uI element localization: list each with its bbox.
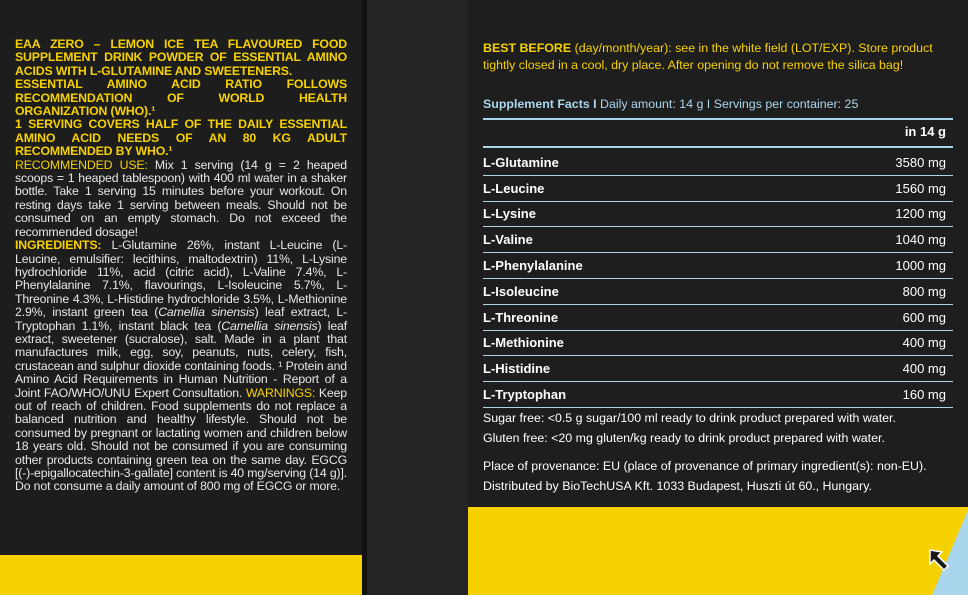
provenance-text: Place of provenance: EU (place of provenance of primary ingredient(s): non-EU). [483,459,927,473]
recommended-use-text: Mix 1 serving (14 g = 2 heaped scoops = 1 heaped tablespoon) with 400 ml water in a shaker bottle. Take 1 serving 15 minutes before your workout. On resting days take 1 serving between meals. Should not be consumed on an empty stomach. Do not exceed the recommended dosage! [15,157,348,239]
nutrient-amount: 160 mg [781,382,953,408]
provenance-block [483,456,958,496]
ingredients-text-2: ) leaf extract, L-Tryptophan 1.1%, instant black tea ( [15,305,347,333]
nutrient-name: L-Valine [483,227,781,253]
nutrient-amount: 400 mg [781,330,953,356]
ingredients-label: INGREDIENTS: [15,238,102,253]
amount-column-header: in 14 g [904,124,946,139]
supplement-facts-title [483,97,953,111]
supplement-facts-info: Daily amount: 14 g I Servings per container: 25 [596,97,859,111]
supplement-facts-table [483,150,953,408]
nutrient-amount: 1200 mg [781,201,953,227]
table-row [483,356,953,382]
facts-top-rule [483,118,953,120]
facts-header-rule [483,146,953,148]
table-row [483,201,953,227]
allergen-block [483,408,958,448]
nutrient-name: L-Isoleucine [483,278,781,304]
ingredients-text-1: L-Glutamine 26%, instant L-Leucine (L-Leucine, emulsifier: lecithins, maltodextrin) 11%, L-Lysine hydrochloride 11%, acid (citric acid), L-Valine 7.4%, L-Phenylalanine 7.1%, flavourings, L-Isoleucine 5.7%, L-Threonine 4.3%, L-Histidine hydrochloride 3.5%, L-Methionine 2.9%, instant green tea ( [15,238,347,320]
nutrient-name: L-Histidine [483,356,781,382]
camellia-name-2: Camellia sinensis [221,318,318,333]
best-before-label: BEST BEFORE [483,41,572,55]
table-row [483,227,953,253]
sugar-free-text: Sugar free: <0.5 g sugar/100 ml ready to drink product prepared with water. [483,411,896,425]
nutrient-name: L-Lysine [483,201,781,227]
best-before-text: (day/month/year): see in the white field (LOT/EXP). Store product tightly closed in a cool, dry place. After opening do not remove the silica bag! [483,41,933,72]
arrow-up-left-icon [924,544,954,574]
nutrient-name: L-Tryptophan [483,382,781,408]
nutrient-amount: 1560 mg [781,175,953,201]
nutrient-amount: 400 mg [781,356,953,382]
nutrient-amount: 600 mg [781,304,953,330]
best-before-block [483,40,958,74]
ratio-statement: ESSENTIAL AMINO ACID RATIO FOLLOWS RECOMMENDATION OF WORLD HEALTH ORGANIZATION (WHO).¹ [15,77,347,119]
nutrient-name: L-Threonine [483,304,781,330]
table-row [483,304,953,330]
nutrient-name: L-Glutamine [483,150,781,175]
warnings-label: WARNINGS: [245,385,316,400]
nutrient-amount: 1000 mg [781,253,953,279]
table-row [483,253,953,279]
nutrient-name: L-Phenylalanine [483,253,781,279]
nutrient-name: L-Methionine [483,330,781,356]
nutrient-amount: 800 mg [781,278,953,304]
left-yellow-strip [0,555,362,595]
table-row [483,278,953,304]
product-title: EAA ZERO – LEMON ICE TEA FLAVOURED FOOD SUPPLEMENT DRINK POWDER OF ESSENTIAL AMINO ACIDS WITH L-GLUTAMINE AND SWEETENERS. [15,37,347,78]
serving-statement: 1 SERVING COVERS HALF OF THE DAILY ESSENTIAL AMINO ACID NEEDS OF AN 80 KG ADULT RECOMMENDED BY WHO.¹ [15,117,347,159]
nutrient-amount: 3580 mg [781,150,953,175]
middle-fold-panel [367,0,468,595]
nutrient-name: L-Leucine [483,175,781,201]
ingredients-text-3: ) leaf extract, sweetener (sucralose), salt. Made in a plant that manufactures milk, egg, soy, peanuts, nuts, celery, fish, crustacean and sulphur dioxide containing foods. ¹ Protein and Amino Acid Requirements in Human Nutrition - Report of a Joint FAO/WHO/UNU Expert Consultation. [15,318,347,400]
table-row [483,150,953,175]
warnings-text: Keep out of reach of children. Food supplements do not replace a balanced nutrition and healthy lifestyle. Should not be consumed by pregnant or lactating women and children below 18 years old. Should not be consumed if you are consuming other products containing green tea on the same day. EGCG [(-)-epigallocatechin-3-gallate] content is 40 mg/serving (14 g)]. Do not consume a daily amount of 800 mg of EGCG or more. [15,385,347,494]
table-row [483,330,953,356]
supplement-facts-label: Supplement Facts I [483,97,597,111]
table-row [483,382,953,408]
distributor-text: Distributed by BioTechUSA Kft. 1033 Budapest, Huszti út 60., Hungary. [483,479,872,493]
left-label-panel [0,0,362,595]
table-row [483,175,953,201]
right-label-panel [468,0,968,595]
camellia-name-1: Camellia sinensis [158,305,255,320]
recommended-use-label: RECOMMENDED USE: [15,157,148,172]
left-label-text [15,38,347,494]
gluten-free-text: Gluten free: <20 mg gluten/kg ready to drink product prepared with water. [483,431,885,445]
right-yellow-band [468,507,968,595]
nutrient-amount: 1040 mg [781,227,953,253]
